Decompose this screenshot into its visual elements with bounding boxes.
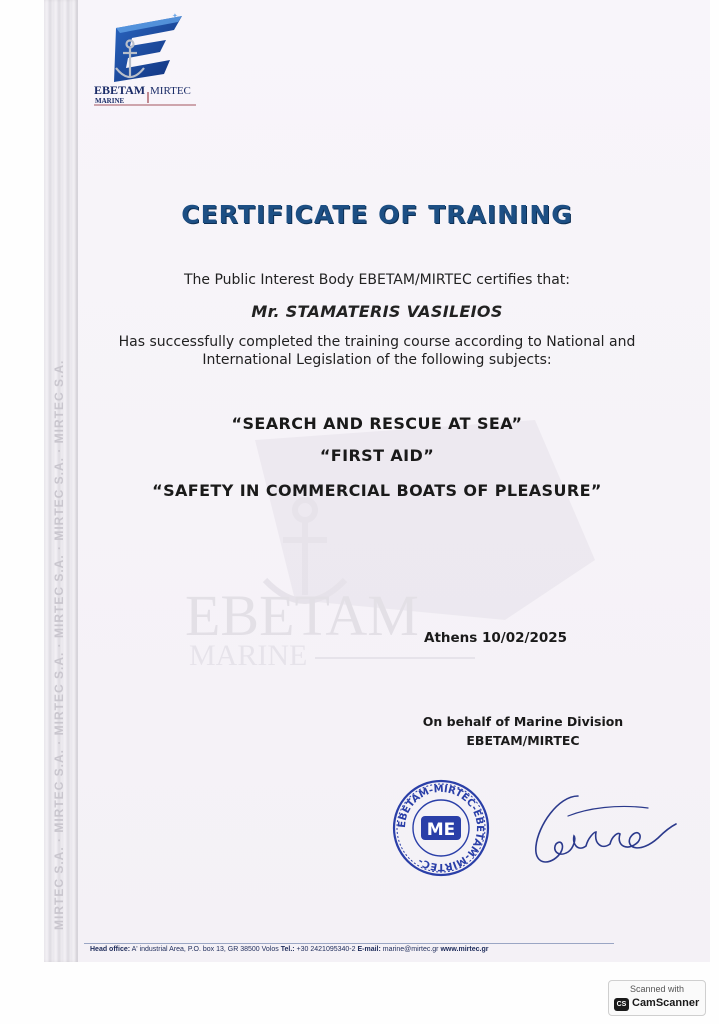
footer-address: A' industrial Area, P.O. box 13, GR 38500 Volos [131,946,279,953]
ebetam-logo [86,8,201,108]
certifies-line: The Public Interest Body EBETAM/MIRTEC certifies that: [183,272,570,288]
behalf-line-1: On behalf of Marine Division [422,714,624,729]
official-stamp [391,778,491,878]
signature [508,786,678,876]
security-strip-text: MIRTEC S.A. · MIRTEC S.A. · MIRTEC S.A. · MIRTEC S.A. · MIRTEC S.A. · MIRTEC S.A. [52,359,66,930]
footer-web: www.mirtec.gr [440,946,489,953]
svg-text:✦: ✦ [172,12,178,20]
watermark-name: EBETAM [185,583,419,648]
footer-contact [90,946,488,953]
stamp-ring-text: EBETAM-MIRTEC-EBETAM-MIRTEC- [396,783,486,873]
subject-3: “SAFETY IN COMMERCIAL BOATS OF PLEASURE” [152,481,602,500]
certificate-title: CERTIFICATE OF TRAINING [181,200,573,229]
behalf-line-2: EBETAM/MIRTEC [466,733,580,748]
footer-divider [84,943,614,944]
behalf-block [398,712,648,750]
body-line-2: International Legislation of the following subjects: [202,352,552,368]
recipient-name: Mr. STAMATERIS VASILEIOS [251,302,503,321]
camscanner-name: CamScanner [632,997,700,1009]
footer-tel-label: Tel.: [280,946,295,953]
camscanner-icon: CS [614,998,629,1011]
body-line-1: Has successfully completed the training course according to National and [118,334,636,350]
camscanner-top-text: Scanned with [629,984,685,994]
logo-marine: MARINE [95,97,125,105]
camscanner-badge [608,980,706,1016]
subject-2: “FIRST AID” [319,446,435,465]
footer-tel: +30 2421095340-2 [296,946,356,953]
logo-mirtec: MIRTEC [150,85,191,97]
footer-email: marine@mirtec.gr [382,946,439,953]
watermark-sub: MARINE [189,639,308,672]
footer-email-label: E-mail: [357,946,381,953]
stamp-center-text: ME [426,820,456,840]
footer-head-label: Head office: [90,946,131,953]
logo-name: EBETAM [94,83,146,97]
subject-1: “SEARCH AND RESCUE AT SEA” [231,414,523,433]
issue-date: Athens 10/02/2025 [424,630,568,646]
